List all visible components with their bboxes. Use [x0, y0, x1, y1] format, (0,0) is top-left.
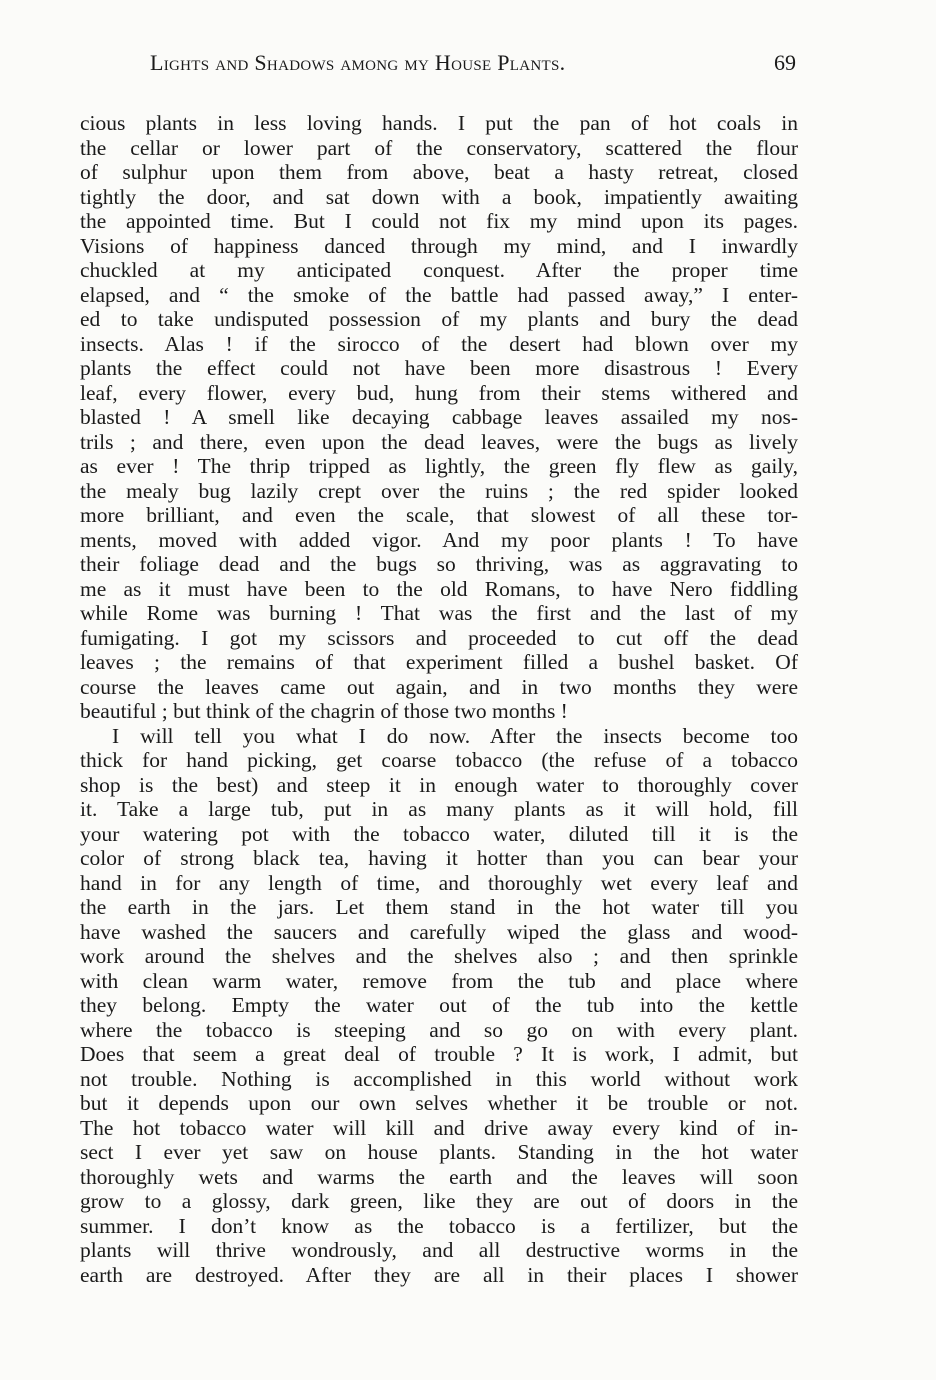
text-line: elapsed, and “ the smoke of the battle had passed away,” I enter-	[80, 282, 798, 307]
text-line: Visions of happiness danced through my mind, and I inwardly	[80, 233, 798, 258]
text-line: shop is the best) and steep it in enough water to thoroughly cover	[80, 772, 798, 797]
text-line: thoroughly wets and warms the earth and the leaves will soon	[80, 1164, 798, 1189]
text-line: me as it must have been to the old Romans, to have Nero fiddling	[80, 576, 798, 601]
text-line: trils ; and there, even upon the dead leaves, were the bugs as lively	[80, 429, 798, 454]
text-line: I will tell you what I do now. After the insects become too	[112, 723, 798, 748]
text-line: their foliage dead and the bugs so thriving, was as aggravating to	[80, 552, 798, 576]
text-line: not trouble. Nothing is accomplished in this world without work	[80, 1066, 798, 1091]
text-line: earth are destroyed. After they are all in their places I shower	[80, 1262, 798, 1287]
text-line: it. Take a large tub, put in as many plants as it will hold, fill	[80, 797, 798, 821]
text-line: ments, moved with added vigor. And my poor plants ! To have	[80, 527, 798, 552]
text-line: with clean warm water, remove from the tub and place where	[80, 968, 798, 993]
text-line: cious plants in less loving hands. I put the pan of hot coals in	[80, 111, 798, 135]
body-text	[80, 111, 798, 1287]
text-line: grow to a glossy, dark green, like they are out of doors in the	[80, 1189, 798, 1213]
text-line: hand in for any length of time, and thoroughly wet every leaf and	[80, 870, 798, 895]
running-title: Lights and Shadows among my House Plants.	[150, 50, 566, 75]
text-line: sect I ever yet saw on house plants. Standing in the hot water	[80, 1140, 798, 1164]
text-line: the earth in the jars. Let them stand in the hot water till you	[80, 895, 798, 919]
text-line: they belong. Empty the water out of the tub into the kettle	[80, 993, 798, 1017]
text-line: course the leaves came out again, and in two months they were	[80, 674, 798, 699]
text-line: The hot tobacco water will kill and drive away every kind of in-	[80, 1115, 798, 1140]
text-line: the cellar or lower part of the conservatory, scattered the flour	[80, 135, 798, 160]
text-line: as ever ! The thrip tripped as lightly, the green fly flew as gaily,	[80, 454, 798, 478]
text-line: but it depends upon our own selves whether it be trouble or not.	[80, 1091, 798, 1115]
text-line: your watering pot with the tobacco water, diluted till it is the	[80, 821, 798, 846]
text-line: leaves ; the remains of that experiment filled a bushel basket. Of	[80, 650, 798, 674]
text-line: ed to take undisputed possession of my plants and bury the dead	[80, 307, 798, 331]
text-line: beautiful ; but think of the chagrin of those two months !	[80, 699, 568, 723]
text-line: work around the shelves and the shelves also ; and then sprinkle	[80, 944, 798, 968]
text-line: summer. I don’t know as the tobacco is a fertilizer, but the	[80, 1213, 798, 1238]
text-line: the appointed time. But I could not fix my mind upon its pages.	[80, 209, 798, 233]
text-line: fumigating. I got my scissors and proceeded to cut off the dead	[80, 625, 798, 650]
text-line: while Rome was burning ! That was the first and the last of my	[80, 601, 798, 625]
text-line: of sulphur upon them from above, beat a hasty retreat, closed	[80, 160, 798, 184]
text-line: insects. Alas ! if the sirocco of the desert had blown over my	[80, 331, 798, 356]
text-line: Does that seem a great deal of trouble ? It is work, I admit, but	[80, 1042, 798, 1066]
text-line: thick for hand picking, get coarse tobacco (the refuse of a tobacco	[80, 748, 798, 772]
text-line: have washed the saucers and carefully wiped the glass and wood-	[80, 919, 798, 944]
text-line: plants will thrive wondrously, and all destructive worms in the	[80, 1238, 798, 1262]
page-number: 69	[774, 50, 796, 75]
running-head	[150, 50, 796, 78]
text-line: leaf, every flower, every bud, hung from their stems withered and	[80, 380, 798, 405]
text-line: blasted ! A smell like decaying cabbage leaves assailed my nos-	[80, 405, 798, 429]
text-line: where the tobacco is steeping and so go on with every plant.	[80, 1017, 798, 1042]
text-line: plants the effect could not have been more disastrous ! Every	[80, 356, 798, 380]
text-line: more brilliant, and even the scale, that slowest of all these tor-	[80, 503, 798, 527]
text-line: chuckled at my anticipated conquest. After the proper time	[80, 258, 798, 282]
text-line: color of strong black tea, having it hotter than you can bear your	[80, 846, 798, 870]
text-line: tightly the door, and sat down with a book, impatiently awaiting	[80, 184, 798, 209]
text-line: the mealy bug lazily crept over the ruins ; the red spider looked	[80, 478, 798, 503]
